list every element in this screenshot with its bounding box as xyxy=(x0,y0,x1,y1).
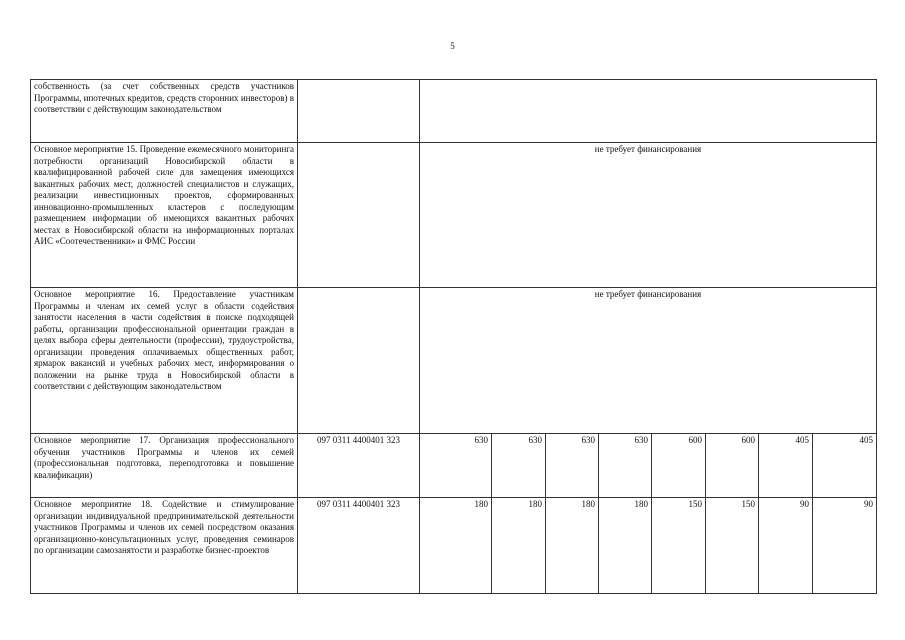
funding-value: 405 xyxy=(759,434,813,498)
funding-note: не требует финансирования xyxy=(420,143,877,288)
funding-value: 180 xyxy=(492,498,546,594)
funding-value: 630 xyxy=(599,434,652,498)
funding-value: 600 xyxy=(706,434,759,498)
table-row xyxy=(31,434,877,498)
table-row xyxy=(31,498,877,594)
funding-cell xyxy=(420,80,877,143)
program-activities-table xyxy=(30,79,877,594)
funding-value: 180 xyxy=(599,498,652,594)
funding-value: 150 xyxy=(706,498,759,594)
budget-code: 097 0311 4400401 323 xyxy=(298,498,420,594)
budget-code-cell xyxy=(298,143,420,288)
funding-value: 630 xyxy=(492,434,546,498)
activity-description: Основное мероприятие 18. Содействие и стимулирование организации индивидуальной предпринимательской деятельности участников Программы и членов их семей посредством оказания организационно-консультационных услуг, проведения семинаров по организации самозанятости и разработке бизнес-проектов xyxy=(31,498,298,594)
funding-value: 630 xyxy=(546,434,599,498)
funding-note: не требует финансирования xyxy=(420,288,877,434)
table-row xyxy=(31,80,877,143)
activity-description: Основное мероприятие 16. Предоставление участникам Программы и членам их семей услуг в области содействия занятости населения в части содействия в поиске подходящей работы, организации профессиональной ориентации граждан в целях выбора сферы деятельности (профессии), трудоустройства, организации проведения оплачиваемых общественных работ, ярмарок вакансий и учебных рабочих мест, информирования о положении на рынке труда в Новосибирской области в соответствии с действующим законодательством xyxy=(31,288,298,434)
budget-code: 097 0311 4400401 323 xyxy=(298,434,420,498)
funding-value: 405 xyxy=(813,434,877,498)
activity-description: Основное мероприятие 17. Организация профессионального обучения участников Программы и членов их семей (профессиональная подготовка, переподготовка и повышение квалификации) xyxy=(31,434,298,498)
funding-value: 90 xyxy=(813,498,877,594)
funding-value: 180 xyxy=(546,498,599,594)
table-row xyxy=(31,143,877,288)
funding-value: 180 xyxy=(420,498,492,594)
page-number: 5 xyxy=(450,41,455,51)
budget-code-cell xyxy=(298,288,420,434)
funding-value: 630 xyxy=(420,434,492,498)
activity-description: собственность (за счет собственных средств участников Программы, ипотечных кредитов, средств сторонних инвесторов) в соответствии с действующим законодательством xyxy=(31,80,298,143)
table-row xyxy=(31,288,877,434)
activity-description: Основное мероприятие 15. Проведение ежемесячного мониторинга потребности организаций Новосибирской области в квалифицированной рабочей силе для замещения имеющихся вакантных рабочих мест, должностей специалистов и служащих, реализации инвестиционных проектов, сформированных инновационно-промышленных кластеров с последующим размещением информации об имеющихся вакантных рабочих местах в Новосибирской области на информационных порталах АИС «Соотечественники» и ФМС России xyxy=(31,143,298,288)
funding-value: 150 xyxy=(652,498,706,594)
funding-value: 90 xyxy=(759,498,813,594)
budget-code-cell xyxy=(298,80,420,143)
funding-value: 600 xyxy=(652,434,706,498)
